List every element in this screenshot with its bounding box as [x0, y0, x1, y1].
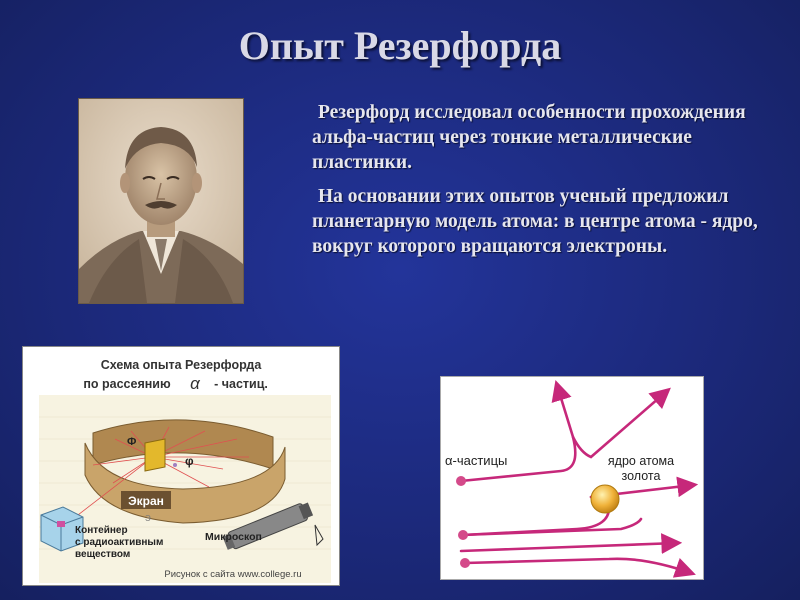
slide-title: Опыт Резерфорда — [238, 23, 562, 68]
label-screen: Экран — [128, 494, 164, 508]
paragraph-1: Резерфорд исследовал особенности прохождения альфа-частиц через тонкие металлические пластинки. — [312, 102, 746, 173]
scattering-diagram-svg — [441, 377, 703, 579]
experiment-diagram-svg — [23, 347, 339, 585]
paragraph-2: На основании этих опытов ученый предложил планетарную модель атома: в центре атома - ядро, вокруг которого вращаются электроны. — [312, 186, 758, 257]
diagram-heading-2: по рассеянию — [83, 377, 171, 391]
label-alpha-particles: α-частицы — [445, 453, 508, 468]
portrait-image — [79, 99, 243, 303]
slide-body — [312, 100, 792, 259]
label-microscope: Микроскоп — [205, 531, 262, 543]
label-container-1: Контейнер — [75, 525, 128, 536]
label-f2: φ — [185, 454, 194, 468]
rutherford-portrait — [78, 98, 244, 304]
image-credit: Рисунок с сайта www.college.ru — [164, 569, 302, 580]
alpha-scattering-diagram — [440, 376, 704, 580]
label-nucleus-1: ядро атома — [607, 454, 675, 468]
diagram-heading-1: Схема опыта Резерфорда — [100, 358, 262, 372]
label-f1: Ф — [127, 436, 137, 448]
label-container-2: с радиоактивным — [75, 537, 164, 548]
diagram-heading-3: - частиц. — [214, 377, 268, 391]
rutherford-experiment-diagram — [22, 346, 340, 586]
label-nucleus-2: золота — [621, 469, 661, 483]
label-container-3: веществом — [75, 549, 131, 560]
alpha-symbol: α — [190, 374, 200, 393]
label-e: Э — [145, 514, 151, 523]
